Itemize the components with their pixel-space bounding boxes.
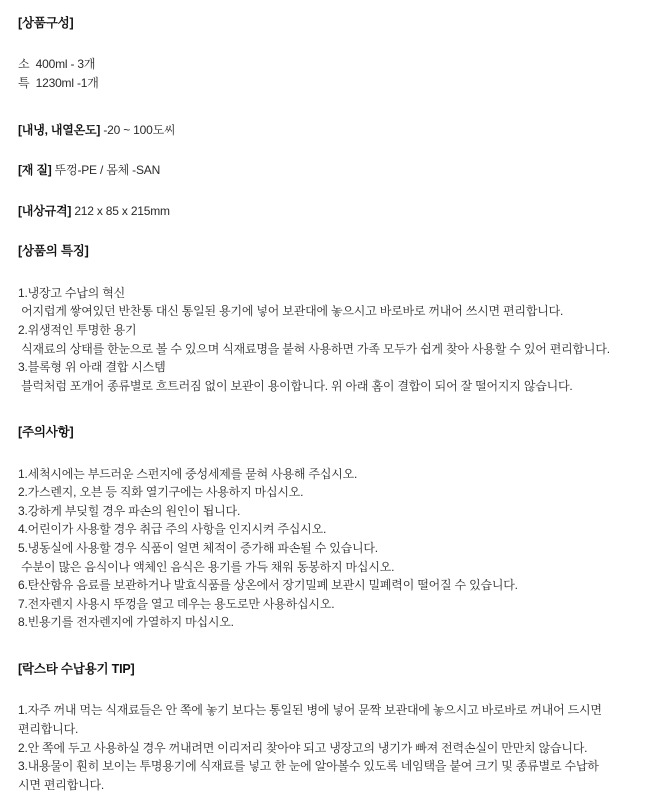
section-title-features: [상품의 특징]	[18, 244, 89, 259]
features-line-2: 어지럽게 쌓여있던 반찬통 대신 통일된 용기에 넣어 보관대에 놓으시고 바로바로 꺼내어 쓰시면 편리합니다.	[18, 304, 564, 319]
section-title-tips: [락스타 수납용기 TIP]	[18, 662, 135, 676]
section-title-material: [재 질]	[18, 163, 52, 178]
tips-line-2: 편리합니다.	[18, 721, 79, 736]
section-cautions	[18, 423, 637, 632]
section-title-cautions: [주의사항]	[18, 425, 74, 440]
section-dimensions	[18, 202, 637, 221]
spacer	[18, 33, 637, 55]
tips-line-1: 1.자주 꺼내 먹는 식재료들은 안 쪽에 놓기 보다는 통일된 병에 넣어 문짝 보관대에 놓으시고 바로바로 꺼내어 드시면	[18, 703, 602, 718]
tips-line-5: 시면 편리합니다.	[18, 777, 105, 792]
tips-line-4: 3.내용물이 훤히 보이는 투명용기에 식재료를 넣고 한 눈에 알아볼수 있도록 네임택을 붙여 크기 및 종류별로 수납하	[18, 759, 599, 774]
section-title-dimensions: [내상규격]	[18, 203, 72, 218]
spacer	[18, 180, 637, 202]
spacer	[18, 401, 637, 423]
dimensions-value-text: 212 x 85 x 215mm	[74, 203, 170, 218]
spacer	[18, 99, 637, 121]
spacer	[18, 139, 637, 161]
spacer	[18, 638, 637, 660]
cautions-line-2: 2.가스렌지, 오븐 등 직화 열기구에는 사용하지 마십시오.	[18, 485, 304, 500]
section-material	[18, 161, 637, 180]
section-composition	[18, 14, 637, 93]
section-temperature	[18, 121, 637, 140]
spacer	[18, 220, 637, 242]
features-line-1: 1.냉장고 수납의 혁신	[18, 285, 126, 300]
spacer	[18, 262, 637, 284]
features-line-3: 2.위생적인 투명한 용기	[18, 322, 137, 337]
tips-line-3: 2.안 쪽에 두고 사용하실 경우 꺼내려면 이리저리 찾아야 되고 냉장고의 냉기가 빠져 전력손실이 만만치 않습니다.	[18, 740, 588, 755]
composition-line-2: 특 1230ml -1개	[18, 75, 99, 90]
section-title-temperature: [내냉, 내열온도]	[18, 122, 101, 137]
cautions-line-9: 8.빈용기를 전자렌지에 가열하지 마십시오.	[18, 615, 234, 630]
temperature-value-text: -20 ~ 100도씨	[103, 122, 176, 137]
cautions-line-7: 6.탄산함유 음료를 보관하거나 발효식품를 상온에서 장기밀폐 보관시 밀폐력이 떨어질 수 있습니다.	[18, 578, 518, 593]
spacer	[18, 443, 637, 465]
features-line-4: 식재료의 상태를 한눈으로 볼 수 있으며 식재료명을 붙혀 사용하면 가족 모두가 쉽게 찾아 사용할 수 있어 편리합니다.	[18, 341, 610, 356]
cautions-line-8: 7.전자렌지 사용시 뚜껑을 열고 데우는 용도로만 사용하십시오.	[18, 596, 335, 611]
features-line-5: 3.블록형 위 아래 결합 시스템	[18, 360, 166, 375]
cautions-line-6: 수분이 많은 음식이나 액체인 음식은 용기를 가득 채워 동봉하지 마십시오.	[18, 559, 395, 574]
spacer	[18, 679, 637, 701]
material-value-text: 뚜껑-PE / 몸체 -SAN	[54, 163, 161, 178]
cautions-line-1: 1.세척시에는 부드러운 스펀지에 중성세제를 묻혀 사용해 주십시오.	[18, 466, 358, 481]
composition-line-1: 소 400ml - 3개	[18, 57, 96, 72]
section-title-composition: [상품구성]	[18, 16, 74, 30]
features-line-6: 블럭처럼 포개어 종류별로 흐트러짐 없이 보관이 용이합니다. 위 아래 홈이 결합이 되어 잘 떨어지지 않습니다.	[18, 378, 573, 393]
cautions-line-5: 5.냉동실에 사용할 경우 식품이 얼면 체적이 증가해 파손될 수 있습니다.	[18, 541, 378, 556]
cautions-line-4: 4.어린이가 사용할 경우 취급 주의 사항을 인지시켜 주십시오.	[18, 522, 327, 537]
section-features	[18, 242, 637, 395]
cautions-line-3: 3.강하게 부딪힐 경우 파손의 원인이 됩니다.	[18, 503, 241, 518]
section-tips	[18, 660, 637, 794]
